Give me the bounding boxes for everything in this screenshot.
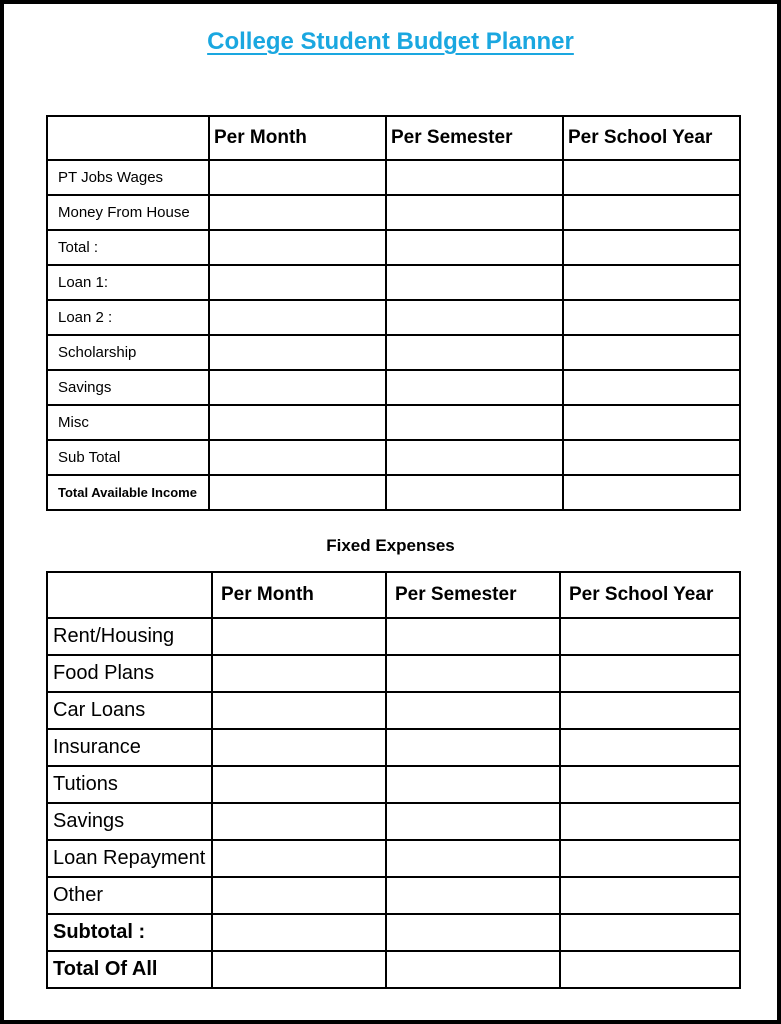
expense-per-semester-cell[interactable] xyxy=(386,692,560,729)
expense-row-label: Food Plans xyxy=(47,655,212,692)
expenses-table xyxy=(46,571,741,989)
income-per-school-year-cell[interactable] xyxy=(563,405,740,440)
income-row xyxy=(47,300,740,335)
expense-row xyxy=(47,766,740,803)
expense-row xyxy=(47,803,740,840)
expense-per-month-cell[interactable] xyxy=(212,914,386,951)
income-row-label: PT Jobs Wages xyxy=(47,160,209,195)
expense-per-semester-cell[interactable] xyxy=(386,951,560,988)
income-per-semester-cell[interactable] xyxy=(386,440,563,475)
income-per-school-year-cell[interactable] xyxy=(563,475,740,510)
income-row xyxy=(47,405,740,440)
income-row xyxy=(47,265,740,300)
income-per-school-year-cell[interactable] xyxy=(563,335,740,370)
expense-per-school-year-cell[interactable] xyxy=(560,840,740,877)
income-per-month-cell[interactable] xyxy=(209,475,386,510)
income-row-label: Scholarship xyxy=(47,335,209,370)
income-per-month-cell[interactable] xyxy=(209,370,386,405)
income-per-semester-cell[interactable] xyxy=(386,300,563,335)
expenses-header-per-semester: Per Semester xyxy=(386,572,560,618)
income-row xyxy=(47,370,740,405)
income-row xyxy=(47,230,740,265)
income-per-school-year-cell[interactable] xyxy=(563,300,740,335)
income-per-month-cell[interactable] xyxy=(209,335,386,370)
expense-row-label: Total Of All xyxy=(47,951,212,988)
expense-row xyxy=(47,618,740,655)
income-per-semester-cell[interactable] xyxy=(386,370,563,405)
expense-row-label: Rent/Housing xyxy=(47,618,212,655)
expenses-header-per-school-year: Per School Year xyxy=(560,572,740,618)
income-header-per-month: Per Month xyxy=(209,116,386,160)
expenses-header-blank xyxy=(47,572,212,618)
expense-row-label: Insurance xyxy=(47,729,212,766)
expense-per-month-cell[interactable] xyxy=(212,618,386,655)
income-header-per-semester: Per Semester xyxy=(386,116,563,160)
income-per-month-cell[interactable] xyxy=(209,405,386,440)
expense-row-label: Other xyxy=(47,877,212,914)
expense-row xyxy=(47,914,740,951)
income-per-semester-cell[interactable] xyxy=(386,230,563,265)
income-per-school-year-cell[interactable] xyxy=(563,160,740,195)
expense-row-label: Savings xyxy=(47,803,212,840)
income-row-label: Loan 1: xyxy=(47,265,209,300)
expense-per-semester-cell[interactable] xyxy=(386,914,560,951)
expense-row-label: Subtotal : xyxy=(47,914,212,951)
income-per-semester-cell[interactable] xyxy=(386,265,563,300)
expense-per-semester-cell[interactable] xyxy=(386,729,560,766)
income-row xyxy=(47,160,740,195)
expense-row-label: Car Loans xyxy=(47,692,212,729)
expense-per-month-cell[interactable] xyxy=(212,655,386,692)
income-per-semester-cell[interactable] xyxy=(386,475,563,510)
expense-per-month-cell[interactable] xyxy=(212,692,386,729)
income-row-label: Money From House xyxy=(47,195,209,230)
income-row xyxy=(47,440,740,475)
income-per-semester-cell[interactable] xyxy=(386,160,563,195)
expenses-header-row xyxy=(47,572,740,618)
expense-per-school-year-cell[interactable] xyxy=(560,766,740,803)
income-header-row xyxy=(47,116,740,160)
income-per-month-cell[interactable] xyxy=(209,230,386,265)
expense-per-school-year-cell[interactable] xyxy=(560,951,740,988)
income-row xyxy=(47,475,740,510)
income-per-month-cell[interactable] xyxy=(209,160,386,195)
income-per-month-cell[interactable] xyxy=(209,300,386,335)
expense-row-label: Loan Repayment xyxy=(47,840,212,877)
expense-per-school-year-cell[interactable] xyxy=(560,655,740,692)
expense-per-school-year-cell[interactable] xyxy=(560,877,740,914)
expense-per-school-year-cell[interactable] xyxy=(560,914,740,951)
expense-per-month-cell[interactable] xyxy=(212,729,386,766)
expense-row-label: Tutions xyxy=(47,766,212,803)
income-per-month-cell[interactable] xyxy=(209,265,386,300)
expense-per-month-cell[interactable] xyxy=(212,766,386,803)
income-row-label: Misc xyxy=(47,405,209,440)
income-per-school-year-cell[interactable] xyxy=(563,265,740,300)
expense-row xyxy=(47,692,740,729)
income-per-month-cell[interactable] xyxy=(209,440,386,475)
income-row xyxy=(47,195,740,230)
expense-per-school-year-cell[interactable] xyxy=(560,729,740,766)
income-per-school-year-cell[interactable] xyxy=(563,440,740,475)
income-row-label: Sub Total xyxy=(47,440,209,475)
expense-per-semester-cell[interactable] xyxy=(386,840,560,877)
fixed-expenses-heading: Fixed Expenses xyxy=(326,536,455,555)
expense-per-school-year-cell[interactable] xyxy=(560,803,740,840)
income-per-semester-cell[interactable] xyxy=(386,405,563,440)
income-per-month-cell[interactable] xyxy=(209,195,386,230)
expense-row xyxy=(47,877,740,914)
income-per-school-year-cell[interactable] xyxy=(563,195,740,230)
page-title: College Student Budget Planner xyxy=(207,28,574,55)
income-row-label: Total : xyxy=(47,230,209,265)
income-row xyxy=(47,335,740,370)
income-per-semester-cell[interactable] xyxy=(386,335,563,370)
income-header-per-school-year: Per School Year xyxy=(563,116,740,160)
income-per-school-year-cell[interactable] xyxy=(563,230,740,265)
page-title-wrap xyxy=(4,28,777,56)
expenses-header-per-month: Per Month xyxy=(212,572,386,618)
income-table xyxy=(46,115,741,511)
income-row-label: Total Available Income xyxy=(47,475,209,510)
income-header-blank xyxy=(47,116,209,160)
expense-per-semester-cell[interactable] xyxy=(386,618,560,655)
expense-row xyxy=(47,729,740,766)
expense-per-school-year-cell[interactable] xyxy=(560,618,740,655)
expense-per-month-cell[interactable] xyxy=(212,840,386,877)
expense-row xyxy=(47,951,740,988)
expense-per-semester-cell[interactable] xyxy=(386,655,560,692)
expense-row xyxy=(47,840,740,877)
expense-per-semester-cell[interactable] xyxy=(386,877,560,914)
expense-per-school-year-cell[interactable] xyxy=(560,692,740,729)
income-per-school-year-cell[interactable] xyxy=(563,370,740,405)
expense-per-month-cell[interactable] xyxy=(212,803,386,840)
expense-per-month-cell[interactable] xyxy=(212,951,386,988)
expense-per-month-cell[interactable] xyxy=(212,877,386,914)
income-row-label: Loan 2 : xyxy=(47,300,209,335)
income-row-label: Savings xyxy=(47,370,209,405)
income-per-semester-cell[interactable] xyxy=(386,195,563,230)
expense-per-semester-cell[interactable] xyxy=(386,803,560,840)
expense-row xyxy=(47,655,740,692)
expense-per-semester-cell[interactable] xyxy=(386,766,560,803)
